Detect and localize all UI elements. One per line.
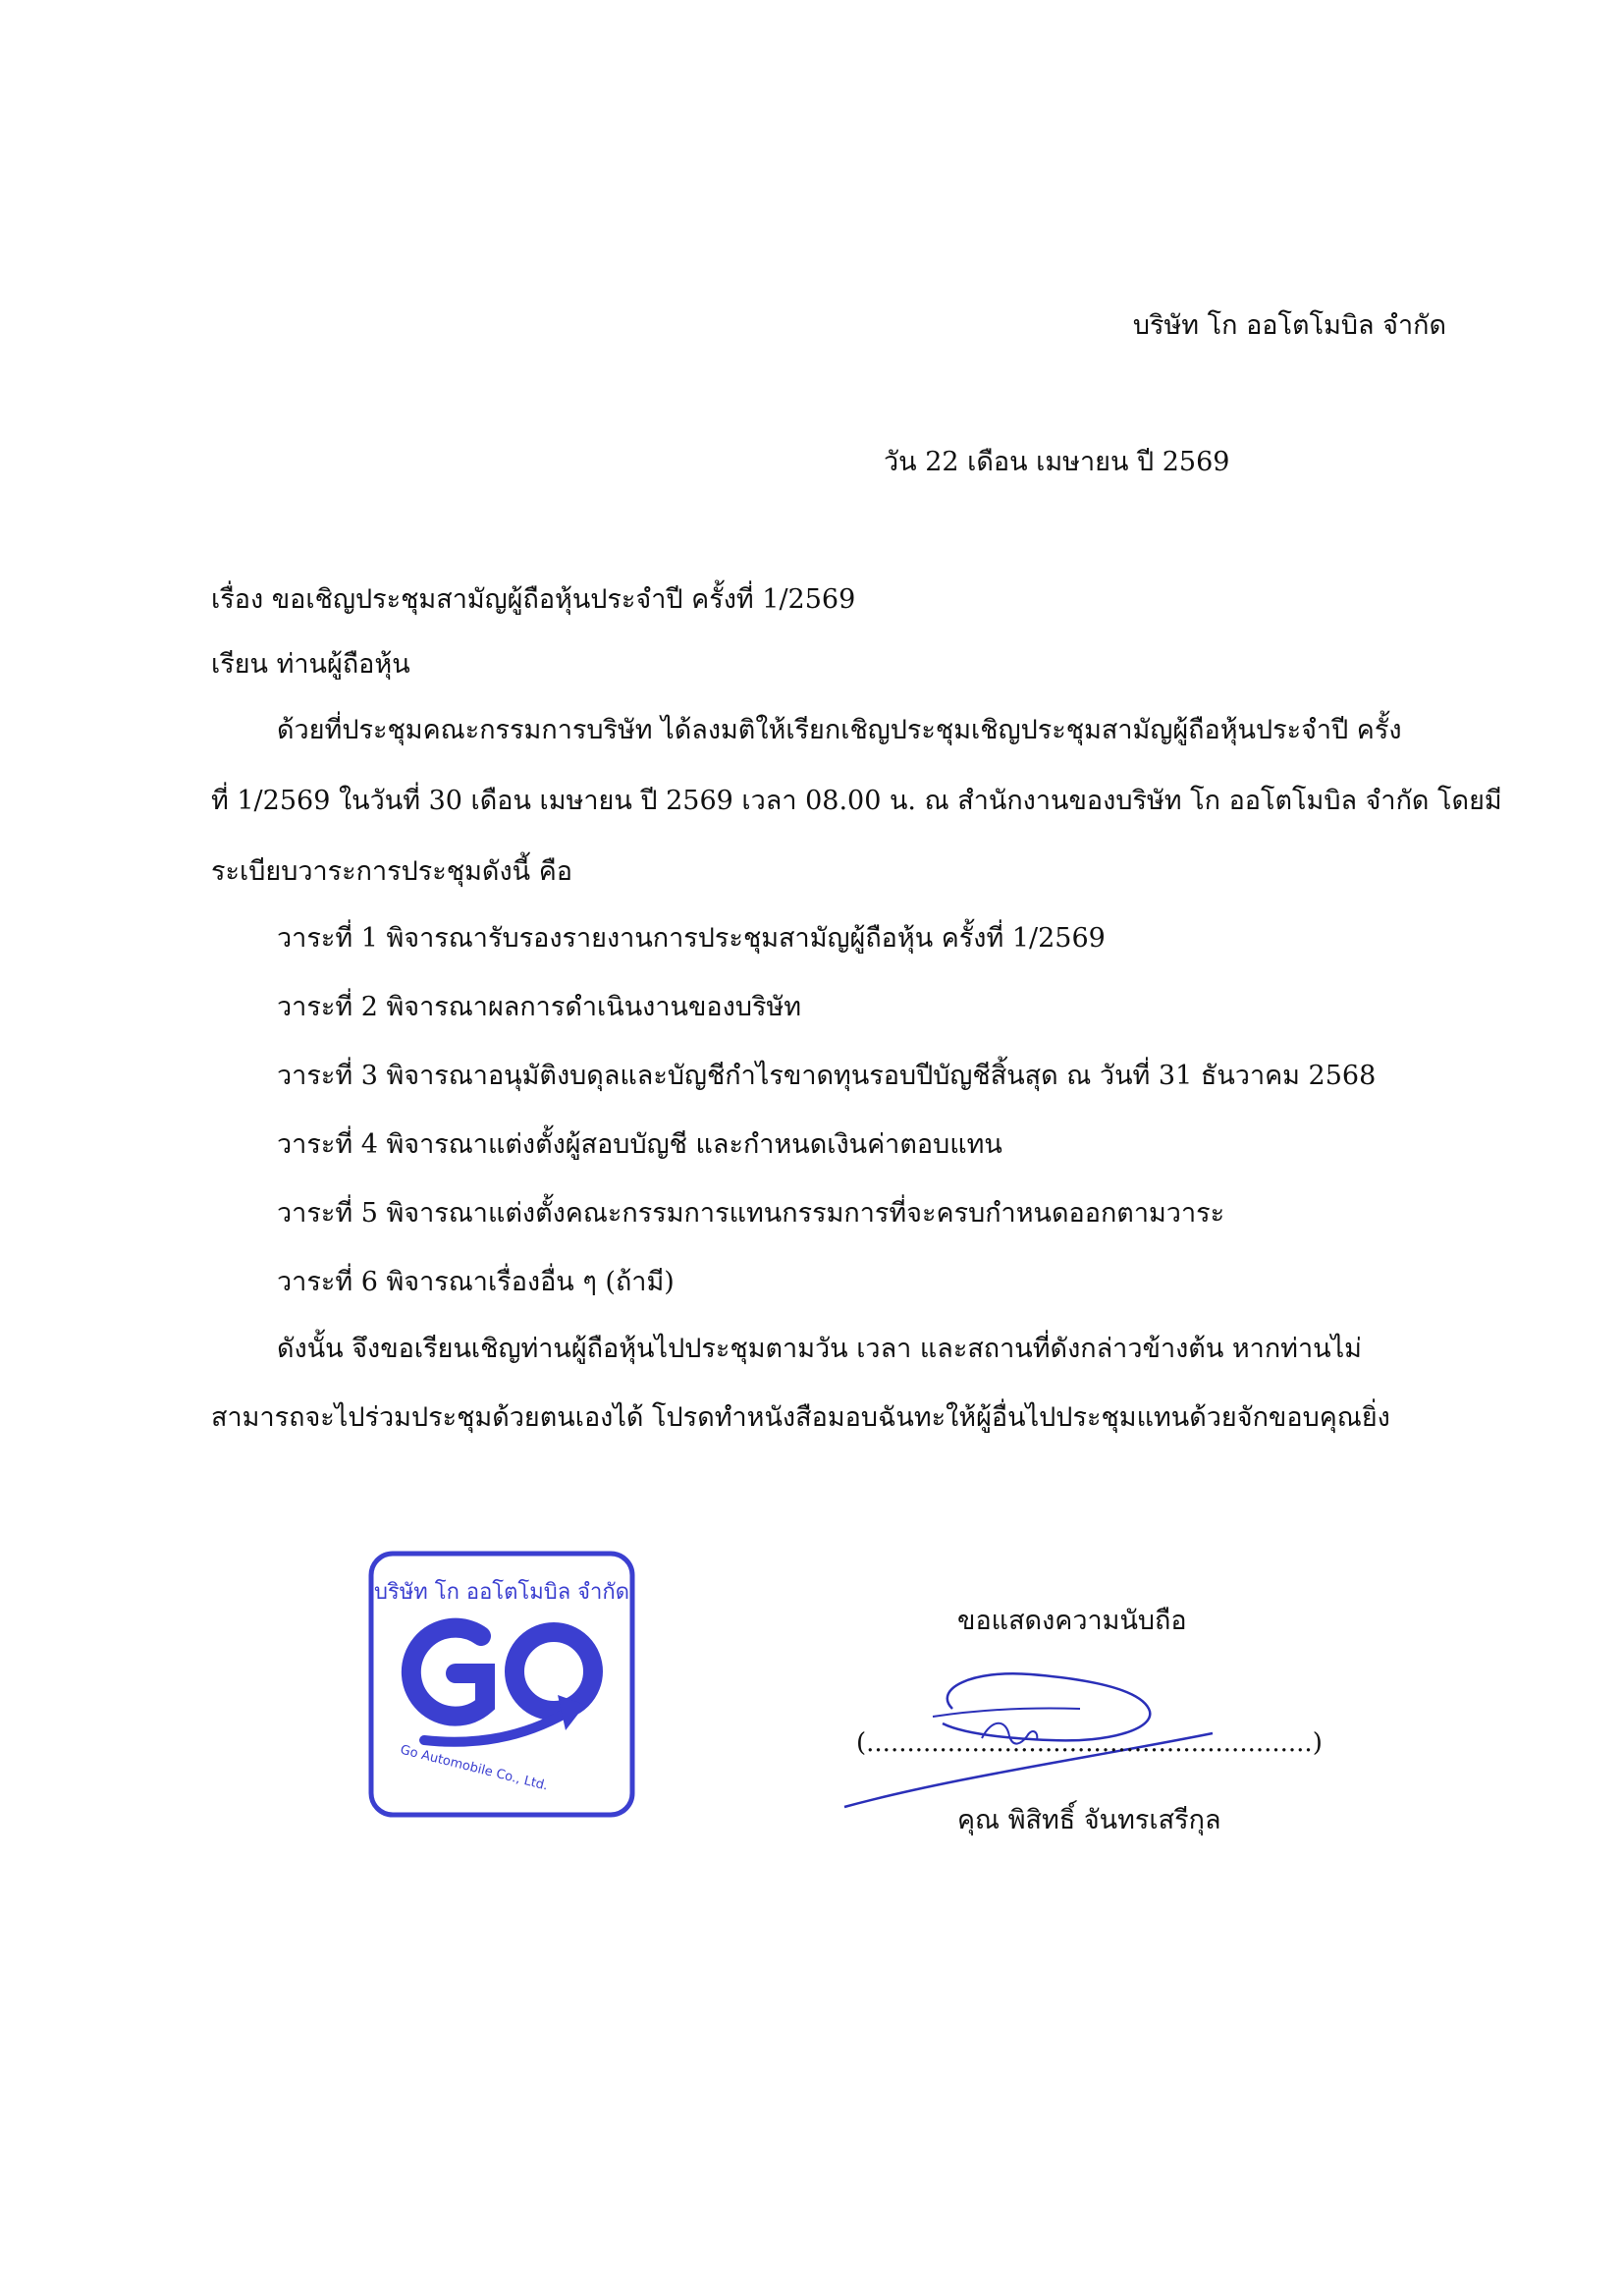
salutation: เรียน ท่านผู้ถือหุ้น [211, 649, 410, 680]
subject-line: เรื่อง ขอเชิญประชุมสามัญผู้ถือหุ้นประจำปี ครั้งที่ 1/2569 [211, 584, 856, 615]
letter-date: วัน 22 เดือน เมษายน ปี 2569 [884, 447, 1230, 477]
conclusion-line-2: สามารถจะไปร่วมประชุมด้วยตนเองได้ โปรดทำหนังสือมอบฉันทะให้ผู้อื่นไปประชุมแทนด้วยจักขอบคุณยิ่ง [211, 1402, 1390, 1433]
agenda-item-6: วาระที่ 6 พิจารณาเรื่องอื่น ๆ (ถ้ามี) [277, 1267, 675, 1297]
company-name: บริษัท โก ออโตโมบิล จำกัด [1132, 310, 1446, 341]
intro-line-1: ด้วยที่ประชุมคณะกรรมการบริษัท ได้ลงมติให้เรียกเชิญประชุมเชิญประชุมสามัญผู้ถือหุ้นประจำปี ครั้ง [277, 715, 1402, 745]
go-logo [411, 1628, 593, 1742]
seal-company-thai: บริษัท โก ออโตโมบิล จำกัด [373, 1580, 630, 1605]
agenda-item-4: วาระที่ 4 พิจารณาแต่งตั้งผู้สอบบัญชี และกำหนดเงินค่าตอบแทน [277, 1129, 1002, 1160]
conclusion-line-1: ดังนั้น จึงขอเรียนเชิญท่านผู้ถือหุ้นไปประชุมตามวัน เวลา และสถานที่ดังกล่าวข้างต้น หากท่านไม่ [277, 1334, 1362, 1364]
company-seal-stamp [365, 1548, 638, 1821]
signature-dotted-line: (.......................................................) [856, 1728, 1323, 1758]
agenda-item-3: วาระที่ 3 พิจารณาอนุมัติงบดุลและบัญชีกำไรขาดทุนรอบปีบัญชีสิ้นสุด ณ วันที่ 31 ธันวาคม 2568 [277, 1061, 1377, 1091]
agenda-item-1: วาระที่ 1 พิจารณารับรองรายงานการประชุมสามัญผู้ถือหุ้น ครั้งที่ 1/2569 [277, 923, 1106, 954]
intro-line-2: ที่ 1/2569 ในวันที่ 30 เดือน เมษายน ปี 2569 เวลา 08.00 น. ณ สำนักงานของบริษัท โก ออโตโมบิล จำกัด โดยมี [211, 786, 1502, 816]
agenda-item-2: วาระที่ 2 พิจารณาผลการดำเนินงานของบริษัท [277, 992, 802, 1022]
agenda-item-5: วาระที่ 5 พิจารณาแต่งตั้งคณะกรรมการแทนกรรมการที่จะครบกำหนดออกตามวาระ [277, 1198, 1225, 1229]
intro-line-3: ระเบียบวาระการประชุมดังนี้ คือ [211, 856, 572, 887]
closing-phrase: ขอแสดงความนับถือ [957, 1606, 1187, 1636]
seal-company-english: Go Automobile Co., Ltd. [399, 1742, 550, 1794]
signer-name: คุณ พิสิทธิ์ จันทรเสรีกุล [957, 1805, 1221, 1835]
